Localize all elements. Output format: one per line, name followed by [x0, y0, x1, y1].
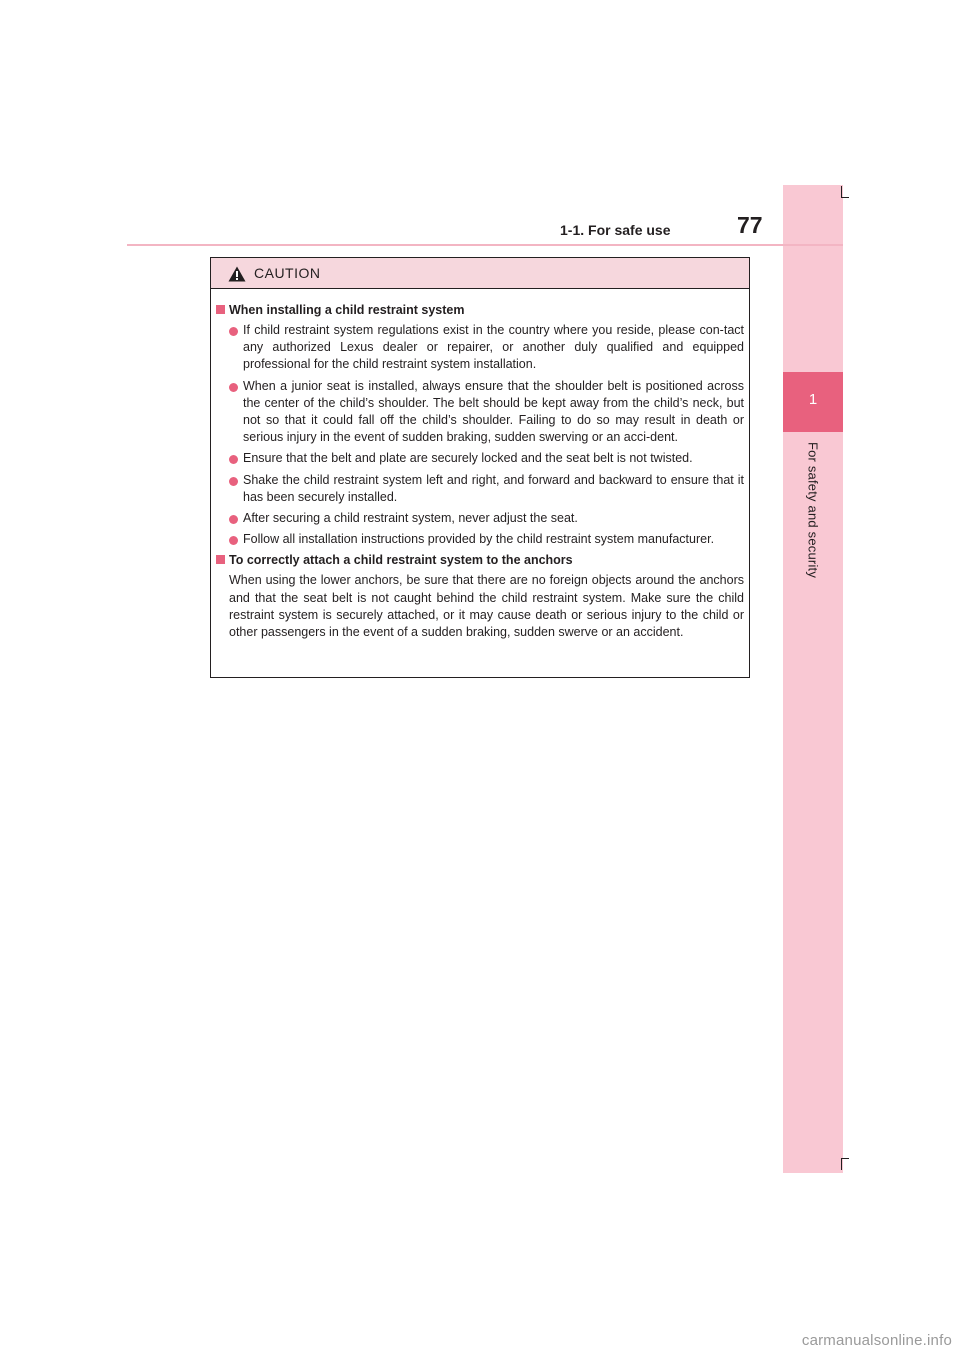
- section-heading: [216, 302, 749, 318]
- paragraph: When using the lower anchors, be sure that there are no foreign objects around the anchors and that the seat belt is not caught behind the child restraint system. Make sure the child restraint system is securely attached, or it may cause death or serious injury to the child or other passengers in the event of a sudden braking, sudden swerve or an accident.: [229, 573, 744, 640]
- list-item-text: Ensure that the belt and plate are securely locked and the seat belt is not twisted.: [243, 451, 693, 466]
- caution-body: [211, 302, 751, 641]
- side-tab: [783, 185, 843, 1173]
- header-rule: [127, 244, 843, 246]
- chapter-number: 1: [808, 391, 818, 408]
- round-bullet-icon: [229, 515, 238, 524]
- list-item-text: After securing a child restraint system, never adjust the seat.: [243, 511, 578, 526]
- crop-mark: [841, 1158, 849, 1159]
- round-bullet-icon: [229, 477, 238, 486]
- section-title: 1-1. For safe use: [560, 222, 671, 238]
- list-item-text: Shake the child restraint system left and right, and forward and backward to ensure that it has been securely installed.: [243, 472, 744, 504]
- watermark[interactable]: carmanualsonline.info: [801, 1332, 952, 1349]
- caution-box: [210, 257, 750, 678]
- square-bullet-icon: [216, 555, 225, 564]
- round-bullet-icon: [229, 383, 238, 392]
- section-heading-text: To correctly attach a child restraint system to the anchors: [229, 553, 573, 568]
- square-bullet-icon: [216, 305, 225, 314]
- chapter-tab: [783, 372, 843, 432]
- caution-title: CAUTION: [254, 265, 321, 281]
- round-bullet-icon: [229, 455, 238, 464]
- crop-mark: [841, 1158, 842, 1170]
- section-heading: [216, 552, 749, 568]
- list-item: [229, 472, 744, 506]
- list-item: [229, 378, 744, 447]
- chapter-title: For safety and security: [805, 441, 821, 579]
- list-item: [229, 450, 744, 467]
- list-item-text: Follow all installation instructions provided by the child restraint system manufacturer.: [243, 532, 715, 547]
- list-item-text: When a junior seat is installed, always ensure that the shoulder belt is positioned across the center of the child’s shoulder. The belt should be kept away from the child’s neck, but not so that it could fall off the child’s shoulder. Failing to do so may result in death or serious injury in the event of sudden braking, sudden swerving or an acci-dent.: [243, 378, 744, 445]
- list-item-text: If child restraint system regulations exist in the country where you reside, please con-tact any authorized Lexus dealer or repairer, or another duly qualified and equipped professional for the child restraint system installation.: [243, 323, 744, 372]
- round-bullet-icon: [229, 536, 238, 545]
- page-number: 77: [737, 212, 763, 238]
- round-bullet-icon: [229, 327, 238, 336]
- caution-header: [211, 258, 749, 289]
- list-item: [229, 531, 744, 548]
- section-heading-text: When installing a child restraint system: [229, 303, 465, 317]
- list-item: [229, 322, 744, 374]
- crop-mark: [841, 197, 849, 198]
- warning-triangle-icon: [228, 266, 246, 282]
- list-item: [229, 510, 744, 527]
